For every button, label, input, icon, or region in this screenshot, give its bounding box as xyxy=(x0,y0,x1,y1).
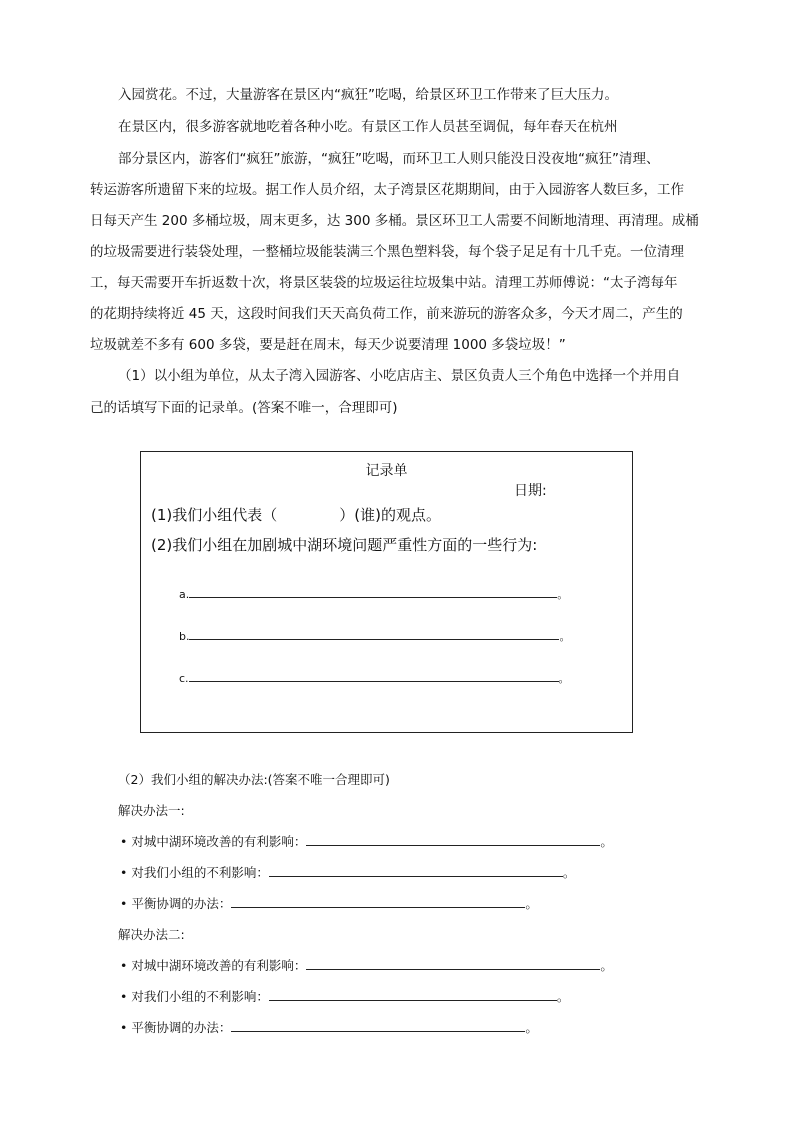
item-label: • 对我们小组的不利影响： xyxy=(120,865,269,880)
solution2-item-balance xyxy=(120,1018,538,1036)
item-label: • 平衡协调的办法： xyxy=(120,896,232,911)
passage-line: 工，每天需要开车折返数十次，将景区装袋的垃圾运往垃圾集中站。清理工苏师傅说：“太子湾每年 xyxy=(90,275,678,291)
answer-blank[interactable] xyxy=(269,990,557,1001)
passage-line: 部分景区内，游客们“疯狂”旅游，“疯狂”吃喝，而环卫工人则只能没日没夜地“疯狂”清理、 xyxy=(118,151,660,167)
passage-line: 转运游客所遗留下来的垃圾。据工作人员介绍，太子湾景区花期期间，由于入园游客人数巨多，工作 xyxy=(90,182,684,198)
item-end: 。 xyxy=(556,989,570,1004)
solution1-item-balance xyxy=(120,894,538,912)
row-end: 。 xyxy=(557,588,569,601)
item-label: • 对我们小组的不利影响： xyxy=(120,989,269,1004)
record-sheet-q1-prefix: (1)我们小组代表（ xyxy=(151,506,278,524)
item-end: 。 xyxy=(600,834,613,849)
row-label: a. xyxy=(179,588,190,601)
passage-line: 在景区内，很多游客就地吃着各种小吃。有景区工作人员甚至调侃，每年春天在杭州 xyxy=(118,119,618,135)
solution1-item-benefit xyxy=(120,832,613,850)
behavior-row-a xyxy=(179,585,568,602)
record-sheet xyxy=(140,451,633,733)
row-end: 。 xyxy=(558,672,570,685)
passage-line: 的花期持续将近 45 天，这段时间我们天天高负荷工作，前来游玩的游客众多，今天才周二，产生的 xyxy=(90,306,683,322)
behavior-row-c xyxy=(179,669,570,686)
item-label: • 对城中湖环境改善的有利影响： xyxy=(120,958,307,973)
record-sheet-q1-suffix: ）(谁)的观点。 xyxy=(339,506,441,524)
record-sheet-q2: (2)我们小组在加剧城中湖环境问题严重性方面的一些行为: xyxy=(151,536,538,554)
solution1-item-drawback xyxy=(120,863,575,881)
answer-blank[interactable] xyxy=(306,835,600,846)
behavior-row-b xyxy=(179,627,570,644)
question1-line1: （1）以小组为单位，从太子湾入园游客、小吃店店主、景区负责人三个角色中选择一个并用自 xyxy=(118,368,681,384)
passage-line: 入园赏花。不过，大量游客在景区内“疯狂”吃喝，给景区环卫工作带来了巨大压力。 xyxy=(118,87,618,103)
item-label: • 平衡协调的办法： xyxy=(120,1020,232,1035)
solution2-item-drawback xyxy=(120,987,569,1005)
solution2-item-benefit xyxy=(120,956,613,974)
record-sheet-date-label: 日期: xyxy=(514,483,547,499)
passage-line: 的垃圾需要进行装袋处理，一整桶垃圾能装满三个黑色塑料袋，每个袋子足足有十几千克。一位清理 xyxy=(90,244,684,260)
answer-blank[interactable] xyxy=(306,959,600,970)
record-sheet-q1 xyxy=(151,504,441,525)
answer-blank[interactable] xyxy=(189,585,557,598)
question2-heading: （2）我们小组的解决办法:(答案不唯一合理即可) xyxy=(118,772,390,787)
row-label: b. xyxy=(179,630,190,643)
question1-line2: 己的话填写下面的记录单。(答案不唯一，合理即可) xyxy=(90,400,398,416)
item-end: 。 xyxy=(525,1020,538,1035)
passage-line: 垃圾就差不多有 600 多袋，要是赶在周末，每天少说要清理 1000 多袋垃圾！” xyxy=(90,337,566,353)
item-label: • 对城中湖环境改善的有利影响： xyxy=(120,834,307,849)
item-end: 。 xyxy=(525,896,538,911)
item-end: 。 xyxy=(562,865,576,880)
record-sheet-title: 记录单 xyxy=(365,463,408,479)
answer-blank[interactable] xyxy=(269,866,563,877)
solution1-title: 解决办法一: xyxy=(118,803,185,818)
answer-blank[interactable] xyxy=(189,627,559,640)
answer-blank[interactable] xyxy=(231,1021,525,1032)
answer-blank[interactable] xyxy=(231,897,525,908)
answer-blank[interactable] xyxy=(189,669,559,682)
item-end: 。 xyxy=(600,958,613,973)
solution2-title: 解决办法二: xyxy=(118,927,185,942)
row-end: 。 xyxy=(559,630,571,643)
row-label: c. xyxy=(179,672,189,685)
passage-line: 日每天产生 200 多桶垃圾，周末更多，达 300 多桶。景区环卫工人需要不间断地清理、再清理。成桶 xyxy=(90,213,699,229)
